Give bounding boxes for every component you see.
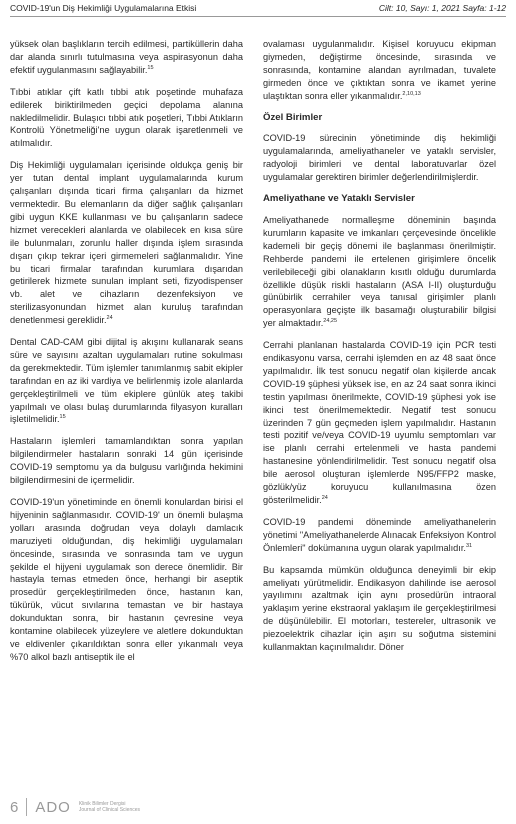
citation-ref: 15 xyxy=(59,414,66,421)
citation-ref: 15 xyxy=(147,64,154,71)
section-heading xyxy=(263,112,496,125)
paragraph xyxy=(10,38,243,77)
paragraph-text: Ameliyathanede normalleşme döneminin başında kurumların kapasite ve imkanları çerçevesinde öncelikle kademeli bir geçiş dönemi ile başlanması önerilmiştir. Rehberde pandemi ile ertelenen girişimlere öncelik verilebileceği gibi olanakların kısıtlı olduğu durumlarda özellikle düşük riskli hastaların (ASA I-II) oluşturduğu günübirlik cerrahiler veya tanısal girişimler planlı operasyonlara geçişte ilk basamağı oluşturabilir bilgisi yer almaktadır. xyxy=(263,214,496,329)
paragraph-text: Diş Hekimliği uygulamaları içerisinde oldukça geniş bir yer tutan dental implant uygulamalarında kurum çalışanları dışında ticari firma çalışanları da hizmet vermektedir. Bu elemanların da diğer sağlık çalışanları gibi uygun KKE kullanması ve bu çalışanların sadece hizmet verecekleri alanlarda ve olabilecek en kısa süre ile bulunmaları, zorunlu haller dışında işlem sırasında dışarı çıkıp tekrar içeri girmemeleri sağlanmalıdır. Yine bu ticari firmalar tarafından kurumlara dışarıdan getirilerek hizmete sunulan implant seti, fizyodispenser vb. alet ve cihazların dezenfeksiyon ve sterilizasyonundan hizmet alan kuruluş tarafından denetlenmesi gereklidir. xyxy=(10,160,243,326)
right-column xyxy=(263,38,496,663)
heading-text: Özel Birimler xyxy=(263,111,323,123)
paragraph-text: Cerrahi planlanan hastalarda COVID-19 için PCR testi endikasyonu varsa, cerrahi işlemden en az 48 saat önce yapılmalıdır. İlk test sonucu negatif olan kişilerde ancak COVID-19 şüphesi yüksek ise, en az 24 saat sonra ikinci testin yapılması önerilmekte, COVID-19 şüphesi yok ise ikinci test önerilmemektedir. Negatif test sonucu üzerinden 7 gün geçmeden işlem yapılmalıdır. Hastanın testi pozitif ve/veya COVID-19 uyumlu semptomları var ise planlı cerrahi ertelenmeli ve hasta pandemi hastanesine yönlendirilmelidir. Test sonucu negatif olsa bile aerosol oluşturan işlemlerde N95/FFP2 maske, gözlük/yüz koruyucu kullanılmasına özen gösterilmelidir. xyxy=(263,340,496,505)
page-footer xyxy=(10,796,140,818)
paragraph-text: ovalaması uygulanmalıdır. Kişisel koruyucu ekipman giymeden, değiştirme öncesinde, sırasında ve sonrasında, kontamine alandan ayrılmadan, tuvalete girmeden önce ve çıktıktan sonra ve ikamet yerine ulaştıktan sonra eller yıkanmalıdır. xyxy=(263,39,496,101)
paragraph xyxy=(10,435,243,487)
citation-ref: 2,10,13 xyxy=(402,90,421,97)
page-number: 6 xyxy=(10,798,19,816)
paragraph xyxy=(263,214,496,330)
heading-text: Ameliyathane ve Yataklı Servisler xyxy=(263,193,415,205)
left-column xyxy=(10,38,243,673)
citation-ref: 31 xyxy=(465,542,473,549)
section-heading xyxy=(263,193,496,206)
journal-logo: ADO xyxy=(35,798,71,816)
paragraph xyxy=(263,516,496,555)
paragraph-text: Hastaların işlemleri tamamlandıktan sonra yapılan bilgilendirmeler hastaların sonraki 14 gün içerisinde COVID-19 semptomu ya da bulgusu varlığında hekimini bilgilendirmesini de içermelidir. xyxy=(10,436,243,486)
paragraph xyxy=(10,86,243,151)
footer-divider xyxy=(26,798,27,816)
paragraph-text: Bu kapsamda mümkün olduğunca deneyimli bir ekip ameliyatı yürütmelidir. Endikasyon dahilinde ise aerosol yayılımını azaltmak için aynı prosedürün intraoral yaklaşım yerine ekstraoral yaklaşım ile gerçekleştirilmesi de düşünülebilir. El motorları, testereler, ultrasonik ve piezoelektrik cihazlar için aşırı su soğutma sistemini kullanmaktan kaçınılmalıdır. Döner xyxy=(263,564,496,653)
paragraph-text: Dental CAD-CAM gibi dijital iş akışını kullanarak seans süre ve sayısını azaltan uygulamaları rutine sokulması da gerekmektedir. Tüm işlemler tanımlanmış sabit ekipler tarafından en az iki vardiya ve belirlenmiş izole alanlarda gerçekleştirilmeli ve tüm ekiplere günlük ateş takibi yapılmalı ve olası bulaş durumlarında filyasyon kuralları işletilmelidir. xyxy=(10,337,243,425)
paragraph-text: COVID-19 pandemi döneminde ameliyathanelerin yönetimi "Ameliyathanelerde Alınacak Enfeksiyon Kontrol Önlemleri" dokümanına uygun olarak yapılmalıdır. xyxy=(263,516,496,553)
journal-title xyxy=(79,801,140,813)
paragraph xyxy=(263,38,496,103)
header-volume-info: Cilt: 10, Sayı: 1, 2021 Sayfa: 1-12 xyxy=(378,3,506,13)
paragraph xyxy=(10,159,243,327)
paragraph xyxy=(263,339,496,507)
paragraph xyxy=(10,336,243,426)
journal-title-line1: Klinik Bilimler Dergisi xyxy=(78,801,126,807)
journal-title-line2: Journal of Clinical Sciences xyxy=(78,807,140,813)
citation-ref: 24,25 xyxy=(323,318,338,325)
citation-ref: 24 xyxy=(106,315,113,322)
paragraph-text: yüksek olan başlıkların tercih edilmesi, partiküllerin daha dar alanda sınırlı tutulmasına veya aspirasyonun daha efektif uygulanmasını sağlayabilir. xyxy=(10,39,243,75)
paragraph xyxy=(263,564,496,654)
paragraph-text: Tıbbi atıklar çift katlı tıbbi atık poşetinde muhafaza edilerek biriktirilmeden geçici depolama alanına nakledilmelidir. Bulaşıcı tıbbi atık poşetleri, Tıbbi Atıkların Kontrolü Yönetmeliği'ne uygun olarak işaretlenmeli ve atılmalıdır. xyxy=(10,86,243,149)
paragraph xyxy=(10,496,243,664)
running-header xyxy=(10,0,506,17)
paragraph-text: COVID-19 sürecinin yönetiminde diş hekimliği uygulamalarında, ameliyathaneler ve yataklı servisler, radyoloji birimleri ve dental laboratuvarlar özel uygulamalar gerektiren birimler değerlendirilmişlerdir. xyxy=(263,133,496,183)
header-title: COVID-19'un Diş Hekimliği Uygulamalarına Etkisi xyxy=(10,3,197,13)
paragraph xyxy=(263,132,496,184)
paragraph-text: COVID-19'un yönetiminde en önemli konulardan birisi el hijyeninin sağlanmasıdır. COVID-19' un önemli bulaşma yolları arasında doğrudan veya dolaylı damlacık maruziyeti olduğundan, diş hekimliği uygulamaları öncesinde, sırasında ve sonrasında tam ve uygun şekilde el hijyeni uygulamak son derece önemlidir. Bir hastayla temas etmeden önce, herhangi bir aseptik prosedür gerçekleştirilmeden önce, hastanın kan, tükürük, vücut sıvılarına temastan ve bir hastaya dokunduktan sonra, bir hastanın çevresine veya kontamine olabilecek yüzeylere ve aletlere dokunduktan ve eldivenler çıkarıldıktan sonra eller yıkanmalı veya %70 alkol bazlı antiseptik ile el xyxy=(10,497,243,662)
citation-ref: 24 xyxy=(321,494,328,501)
